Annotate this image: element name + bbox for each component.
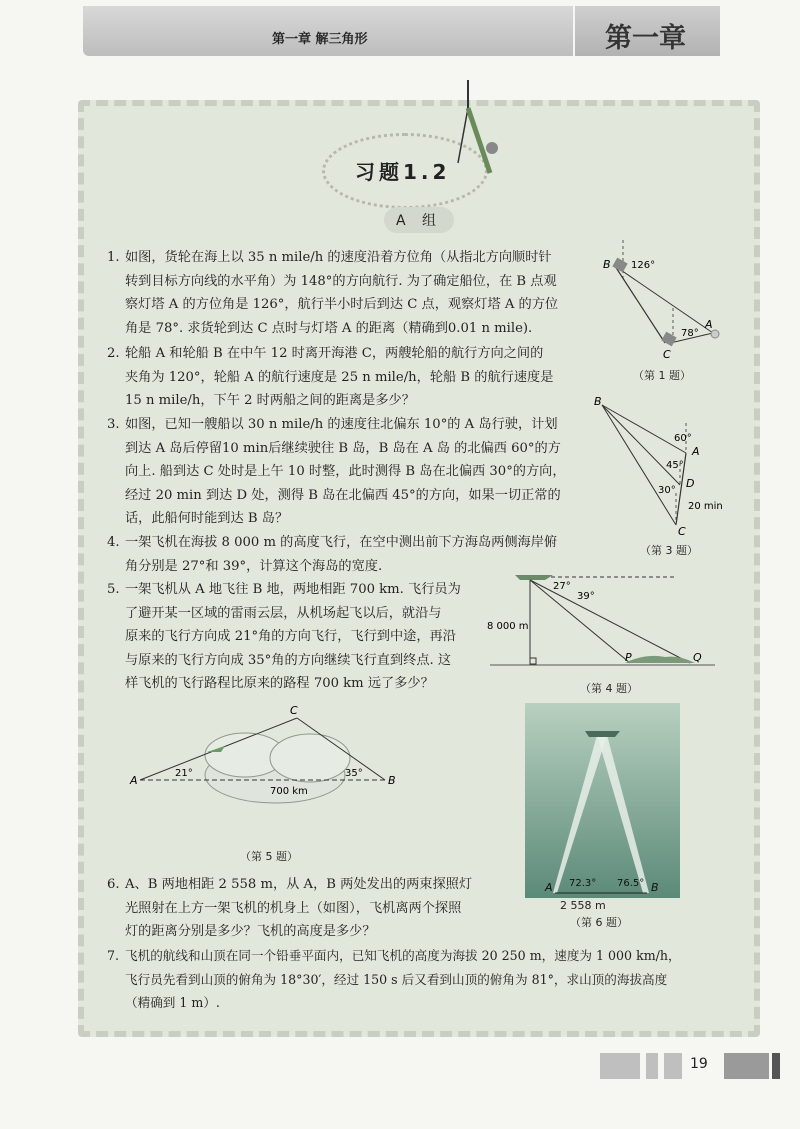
footer-bar-3 <box>664 1053 682 1079</box>
footer-bar-4 <box>724 1053 769 1079</box>
fig5-angle-a: 21° <box>175 768 193 779</box>
fig5-caption: （第 5 题） <box>240 850 298 863</box>
fig6-caption: （第 6 题） <box>570 916 628 929</box>
fig3-label-c: C <box>678 525 686 538</box>
compass-icon <box>450 78 510 188</box>
problem-4: 4. 一架飞机在海拔 8 000 m 的高度飞行，在空中测出前下方海岛两侧海岸俯 角分别是 27°和 39°，计算这个海岛的宽度. <box>107 535 558 574</box>
footer-bar-1 <box>600 1053 640 1079</box>
fig3-label-d: D <box>686 477 695 490</box>
fig1-angle-b: 126° <box>631 260 656 271</box>
fig4-label-q: Q <box>693 651 702 664</box>
fig1-angle-c: 78° <box>681 328 699 339</box>
figure-3 <box>590 393 730 543</box>
section-title: 习题1.2 <box>355 160 451 184</box>
fig3-caption: （第 3 题） <box>640 544 698 557</box>
fig4-angle1: 27° <box>553 581 571 592</box>
fig5-label-b: B <box>388 774 396 787</box>
fig3-label-a: A <box>692 445 700 458</box>
problem-7: 7. 飞机的航线和山顶在同一个铅垂平面内，已知飞机的高度为海拔 20 250 m，速度为 1 000 km/h， 飞行员先看到山顶的俯角为 18°30′，经过 150 s 后又看到山顶的俯角为 81°，求山顶的海拔高度 （精确到 1 m）. <box>107 948 681 1010</box>
fig1-label-c: C <box>663 348 671 361</box>
figure-1 <box>595 238 735 368</box>
problem-1: 1. 如图，货轮在海上以 35 n mile/h 的速度沿着方位角（从指北方向顺时针 转到目标方向线的水平角）为 148°的方向航行. 为了确定船位，在 B 点观 察灯塔 A 的方位角是 126°，航行半小时后到达 C 点，观察灯塔 A 的方位 角是 78°. 求货轮到达 C 点时与灯塔 A 的距离（精确到0.01 n mile). <box>107 250 559 336</box>
figure-6 <box>525 703 680 903</box>
fig5-label-a: A <box>130 774 138 787</box>
chapter-label: 第一章 <box>605 23 686 54</box>
fig1-caption: （第 1 题） <box>633 369 691 382</box>
running-title: 第一章 解三角形 <box>272 32 368 47</box>
fig5-dist: 700 km <box>270 786 308 797</box>
fig5-label-c: C <box>290 704 298 717</box>
fig6-angle-a: 72.3° <box>569 878 597 889</box>
figure-4 <box>485 565 720 680</box>
fig3-dist: 20 min <box>688 501 723 512</box>
fig6-dist: 2 558 m <box>560 899 606 912</box>
fig5-angle-b: 35° <box>345 768 363 779</box>
figure-5 <box>125 700 410 820</box>
fig3-angle2: 45° <box>666 460 684 471</box>
fig6-label-b: B <box>651 881 659 894</box>
fig6-label-a: A <box>545 881 553 894</box>
fig6-angle-b: 76.5° <box>617 878 645 889</box>
footer-bar-5 <box>772 1053 780 1079</box>
problem-6: 6. A、B 两地相距 2 558 m，从 A，B 两处发出的两束探照灯 光照射在上方一架飞机的机身上（如图），飞机离两个探照 灯的距离分别是多少？飞机的高度是多少？ <box>107 877 473 939</box>
fig4-caption: （第 4 题） <box>580 682 638 695</box>
problem-5: 5. 一架飞机从 A 地飞往 B 地，两地相距 700 km. 飞行员为 了避开某一区域的雷雨云层，从机场起飞以后，就沿与 原来的飞行方向成 21°角的方向飞行，飞行到中途，再沿 与原来的飞行方向成 35°角的方向继续飞行直到终点. 这 样飞机的飞行路程比原来的路程 700 km 远了多少？ <box>107 582 461 691</box>
fig4-label-p: P <box>625 651 632 664</box>
page-number: 19 <box>690 1056 708 1072</box>
fig3-label-b: B <box>594 395 602 408</box>
group-label: A 组 <box>384 207 454 233</box>
problem-2: 2. 轮船 A 和轮船 B 在中午 12 时离开海港 C，两艘轮船的航行方向之间的 夹角为 120°，轮船 A 的航行速度是 25 n mile/h，轮船 B 的航行速度是 15 n mile/h，下午 2 时两船之间的距离是多少？ <box>107 346 554 408</box>
fig3-angle1: 60° <box>674 433 692 444</box>
fig4-angle2: 39° <box>577 591 595 602</box>
fig1-label-b: B <box>603 258 611 271</box>
problem-3: 3. 如图，已知一艘船以 30 n mile/h 的速度往北偏东 10°的 A 岛行驶，计划 到达 A 岛后停留10 min后继续驶往 B 岛，B 岛在 A 岛 的北偏西 60°的方 向上. 船到达 C 处时是上午 10 时整，此时测得 B 岛在北偏西 30°的方向， 经过 20 min 到达 D 处，测得 B 岛在北偏西 45°的方向，如果一切正常的 话，此船何时能到达 B 岛？ <box>107 417 566 526</box>
fig4-height: 8 000 m <box>487 621 529 632</box>
footer-bar-2 <box>646 1053 658 1079</box>
fig1-label-a: A <box>705 318 713 331</box>
fig3-angle3: 30° <box>658 485 676 496</box>
